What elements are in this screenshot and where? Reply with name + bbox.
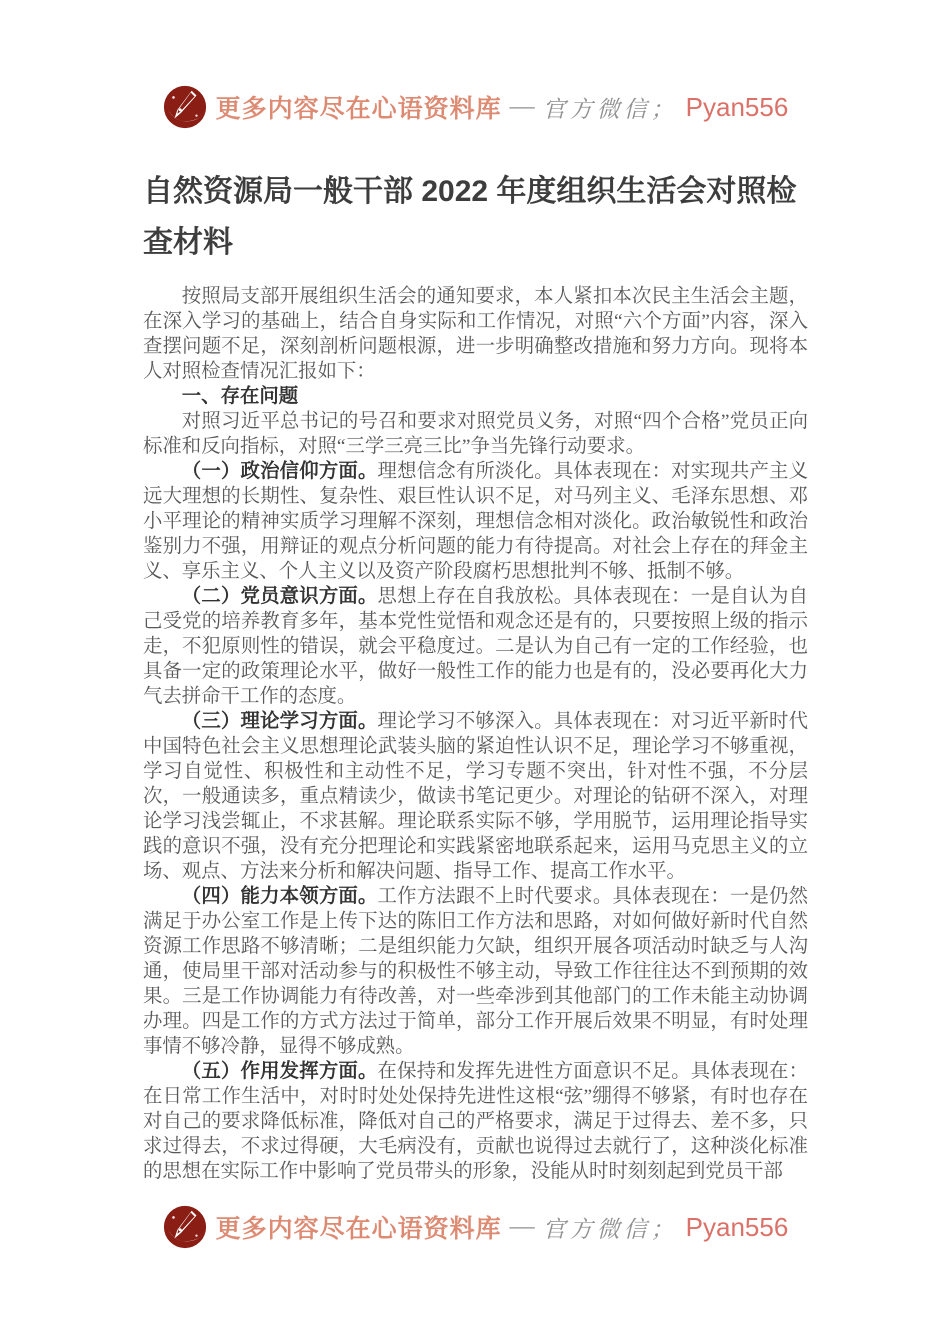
watermark-dash: — <box>509 93 535 120</box>
wechat-id: Pyan556 <box>685 1211 789 1242</box>
paragraph <box>143 884 808 1059</box>
paragraph-text: 理论学习不够深入。具体表现在：对习近平新时代中国特色社会主义思想理论武装头脑的紧迫性认识不足，理论学习不够重视，学习自觉性、积极性和主动性不足，学习专题不突出，针对性不强，不分层次，一般通读多，重点精读少，做读书笔记更少。对理论的钻研不深入，对理论学习浅尝辄止，不求甚解。理论联系实际不够，学用脱节，运用理论指导实践的意识不强，没有充分把理论和实践紧密地联系起来，运用马克思主义的立场、观点、方法来分析和解决问题、指导工作、提高工作水平。 <box>143 711 809 882</box>
paragraph <box>143 459 808 584</box>
section-heading: （一）政治信仰方面。 <box>181 460 378 482</box>
section-heading: （三）理论学习方面。 <box>181 710 378 732</box>
wechat-id: Pyan556 <box>685 91 789 122</box>
paragraph <box>143 709 808 884</box>
paragraph-text: 按照局支部开展组织生活会的通知要求，本人紧扣本次民主生活会主题，在深入学习的基础上，结合自身实际和工作情况，对照“六个方面”内容，深入查摆问题不足，深刻剖析问题根源，进一步明确整改措施和努力方向。现将本人对照检查情况汇报如下： <box>143 286 808 382</box>
document-body <box>143 284 808 1184</box>
paragraph-text: 理想信念有所淡化。具体表现在：对实现共产主义远大理想的长期性、复杂性、艰巨性认识不足，对马列主义、毛泽东思想、邓小平理论的精神实质学习理解不深刻，理想信念相对淡化。政治敏锐性和政治鉴别力不强，用辩证的观点分析问题的能力有待提高。对社会上存在的拜金主义、享乐主义、个人主义以及资产阶段腐朽思想批判不够、抵制不够。 <box>143 461 809 582</box>
wechat-label: 官方微信； <box>542 1216 678 1242</box>
watermark-brand-text: 更多内容尽在心语资料库 <box>215 96 502 123</box>
pen-circle-icon <box>162 1204 208 1250</box>
wechat-label: 官方微信； <box>542 96 678 122</box>
footer-watermark <box>0 1204 950 1250</box>
paragraph <box>143 584 808 709</box>
section-heading: （二）党员意识方面。 <box>181 585 378 607</box>
paragraph-text: 工作方法跟不上时代要求。具体表现在：一是仍然满足于办公室工作是上传下达的陈旧工作方法和思路，对如何做好新时代自然资源工作思路不够清晰；二是组织能力欠缺，组织开展各项活动时缺乏与人沟通，使局里干部对活动参与的积极性不够主动，导致工作往往达不到预期的效果。三是工作协调能力有待改善，对一些牵涉到其他部门的工作未能主动协调办理。四是工作的方式方法过于简单，部分工作开展后效果不明显，有时处理事情不够冷静，显得不够成熟。 <box>143 886 809 1057</box>
section-heading: 一、存在问题 <box>181 385 299 407</box>
watermark-brand-text: 更多内容尽在心语资料库 <box>215 1216 502 1243</box>
document-title: 自然资源局一般干部 2022 年度组织生活会对照检查材料 <box>143 175 797 259</box>
paragraph <box>143 284 808 384</box>
paragraph-text: 思想上存在自我放松。具体表现在：一是自认为自己受党的培养教育多年，基本党性觉悟和观念还是有的，只要按照上级的指示走，不犯原则性的错误，就会平稳度过。二是认为自己有一定的工作经验，也具备一定的政策理论水平，做好一般性工作的能力也是有的，没必要再化大力气去拼命干工作的态度。 <box>143 586 809 707</box>
paragraph <box>143 409 808 459</box>
section-heading: （四）能力本领方面。 <box>181 885 378 907</box>
paragraph-text: 在保持和发挥先进性方面意识不足。具体表现在：在日常工作生活中，对时时处处保持先进性这根“弦”绷得不够紧，有时也存在对自己的要求降低标准，降低对自己的严格要求，满足于过得去、差不多，只求过得去，不求过得硬，大毛病没有，贡献也说得过去就行了，这种淡化标准的思想在实际工作中影响了党员带头的形象，没能从时时刻刻起到党员干部 <box>143 1061 809 1182</box>
watermark-dash: — <box>509 1213 535 1240</box>
paragraph <box>143 1059 808 1184</box>
paragraph-text: 对照习近平总书记的号召和要求对照党员义务，对照“四个合格”党员正向标准和反向指标，对照“三学三亮三比”争当先锋行动要求。 <box>143 411 808 457</box>
header-watermark <box>0 84 950 130</box>
paragraph <box>143 384 808 409</box>
section-heading: （五）作用发挥方面。 <box>181 1060 378 1082</box>
pen-circle-icon <box>162 84 208 130</box>
